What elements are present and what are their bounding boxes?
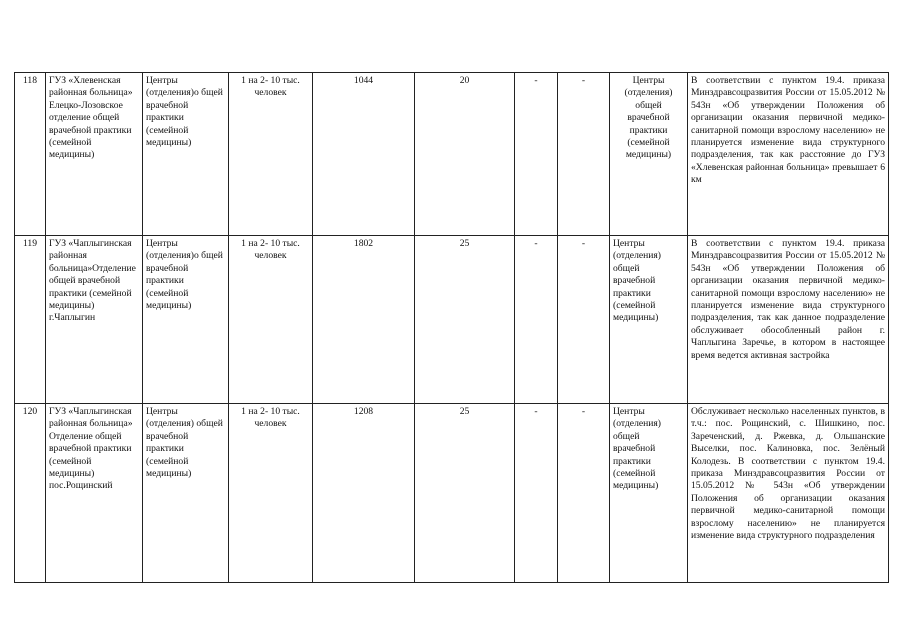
- note-cell: Обслуживает несколько населенных пунктов, в т.ч.: пос. Рощинский, с. Шишкино, пос. Зареченский, д. Ржевка, д. Ольшанские Выселки, пос. Калиновка, пос. Зелёный Колодезь. В соответствии с пунктом 19.4. приказа Минздравсоцразвития России от 15.05.2012 № 543н «Об утверждении Положения об организации оказания первичной медико-санитарной помощи взрослому населению» не планируется изменение вида структурного подразделения: [688, 404, 889, 583]
- dash-cell: -: [515, 73, 558, 236]
- organization-cell: ГУЗ «Хлевенская районная больница» Елецко-Лозовское отделение общей врачебной практики (семейной медицины): [46, 73, 143, 236]
- note-cell: В соответствии с пунктом 19.4. приказа Минздравсоцразвития России от 15.05.2012 № 543н «Об утверждении Положения об организации оказания первичной медико-санитарной помощи взрослому населению» не планируется изменение вида структурного подразделения, так как данное подразделение обслуживает обособленный район г. Чаплыгина Заречье, в котором в настоящее время ведется активная застройка: [688, 236, 889, 404]
- population-cell: 1802: [313, 236, 415, 404]
- count-cell: 25: [415, 236, 515, 404]
- population-cell: 1208: [313, 404, 415, 583]
- count-cell: 20: [415, 73, 515, 236]
- organization-cell: ГУЗ «Чаплыгинская районная больница» Отделение общей врачебной практики (семейной медицины) пос.Рощинский: [46, 404, 143, 583]
- table-row: [15, 73, 889, 236]
- dash-cell: -: [558, 404, 610, 583]
- dash-cell: -: [558, 236, 610, 404]
- dash-cell: -: [515, 236, 558, 404]
- organization-cell: ГУЗ «Чаплыгинская районная больница»Отделение общей врачебной практики (семейной медицины) г.Чаплыгин: [46, 236, 143, 404]
- unit-type-cell: Центры (отделения) общей врачебной практики (семейной медицины): [143, 404, 229, 583]
- table-row: [15, 236, 889, 404]
- unit-type-cell: Центры (отделения)о бщей врачебной практики (семейной медицины): [143, 236, 229, 404]
- count-cell: 25: [415, 404, 515, 583]
- row-number: 120: [15, 404, 46, 583]
- norm-cell: 1 на 2- 10 тыс. человек: [229, 404, 313, 583]
- dash-cell: -: [558, 73, 610, 236]
- planned-type-cell: Центры (отделения) общей врачебной практики (семейной медицины): [610, 404, 688, 583]
- planned-type-cell: Центры (отделения) общей врачебной практики (семейной медицины): [610, 73, 688, 236]
- dash-cell: -: [515, 404, 558, 583]
- note-cell: В соответствии с пунктом 19.4. приказа Минздравсоцразвития России от 15.05.2012 № 543н «Об утверждении Положения об организации оказания первичной медико-санитарной помощи взрослому населению» не планируется изменение вида структурного подразделения, так как расстояние до ГУЗ «Хлевенская районная больница» превышает 6 км: [688, 73, 889, 236]
- population-cell: 1044: [313, 73, 415, 236]
- norm-cell: 1 на 2- 10 тыс. человек: [229, 73, 313, 236]
- document-page: [14, 72, 888, 583]
- row-number: 118: [15, 73, 46, 236]
- unit-type-cell: Центры (отделения)о бщей врачебной практики (семейной медицины): [143, 73, 229, 236]
- facilities-table: [14, 72, 889, 583]
- planned-type-cell: Центры (отделения) общей врачебной практики (семейной медицины): [610, 236, 688, 404]
- norm-cell: 1 на 2- 10 тыс. человек: [229, 236, 313, 404]
- row-number: 119: [15, 236, 46, 404]
- table-row: [15, 404, 889, 583]
